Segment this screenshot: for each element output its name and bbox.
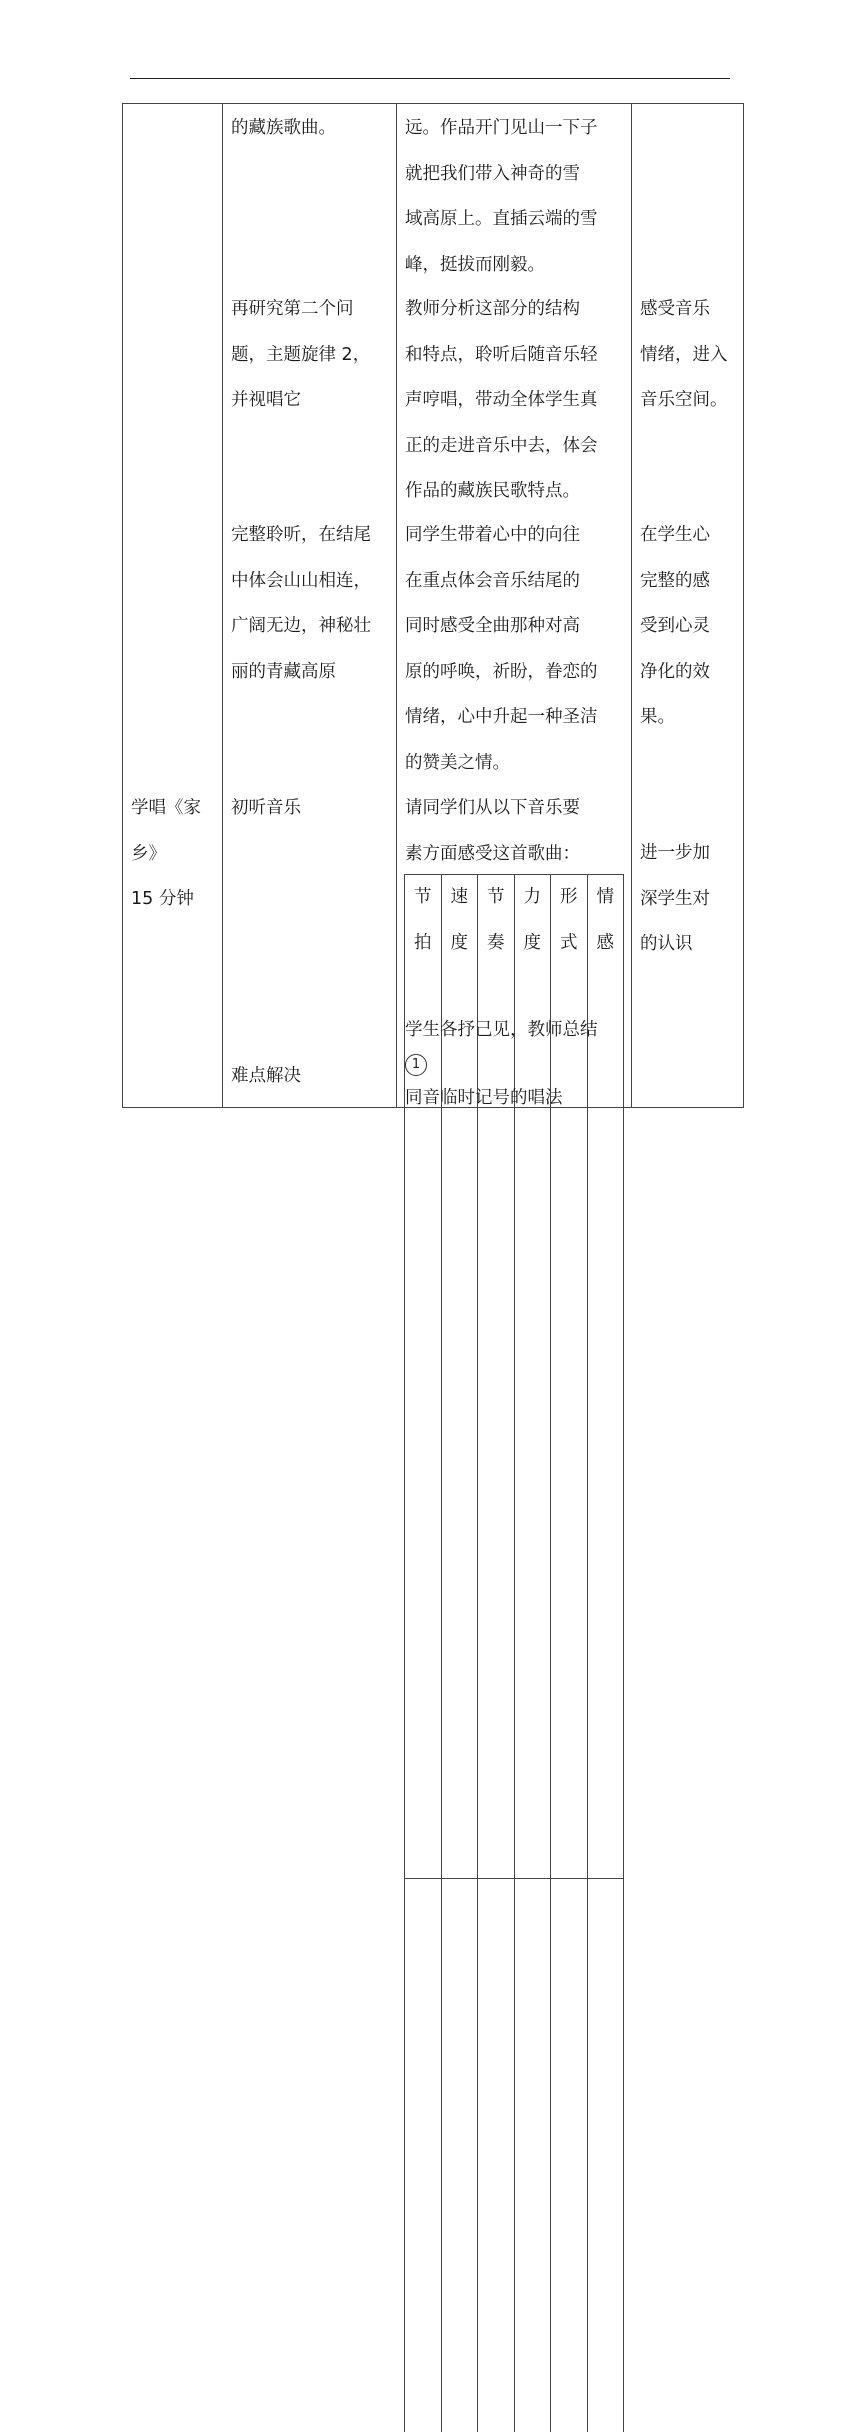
header-rule — [130, 78, 730, 79]
table-cell — [478, 1879, 515, 2432]
activity-text-1: 远。作品开门见山一下子 就把我们带入神奇的雪 域高原上。直插云端的雪 峰，挺拔而刚毅。 — [405, 106, 625, 288]
step-text-2: 再研究第二个问 题，主题旋律 2， 并视唱它 — [231, 287, 390, 424]
student-activity-cell — [632, 104, 744, 1108]
segment-cell — [123, 104, 223, 1108]
table-row — [123, 104, 744, 1108]
table-cell — [405, 1879, 442, 2432]
circled-number: 1 — [405, 1054, 427, 1076]
step-text-4: 初听音乐 — [231, 786, 390, 832]
table-cell: 形 式 — [551, 875, 588, 1879]
purpose-text-1: 感受音乐 情绪，进入 音乐空间。 — [640, 287, 737, 424]
table-cell — [514, 1879, 551, 2432]
purpose-text-2: 在学生心 完整的感 受到心灵 净化的效 果。 — [640, 513, 737, 741]
teaching-step-cell — [223, 104, 397, 1108]
activity-text-4: 请同学们从以下音乐要 素方面感受这首歌曲： — [405, 786, 625, 877]
lesson-plan-table — [122, 103, 744, 1108]
step-text-5: 难点解决 — [231, 1054, 390, 1100]
step-text-3: 完整聆听，在结尾 中体会山山相连， 广阔无边，神秘壮 丽的青藏高原 — [231, 513, 390, 695]
step-text-1: 的藏族歌曲。 — [231, 106, 390, 152]
table-cell: 节 拍 — [405, 875, 442, 1879]
segment-title: 学唱《家 乡》 15 分钟 — [131, 786, 216, 923]
table-cell: 速 度 — [441, 875, 478, 1879]
table-row — [405, 1879, 624, 2432]
activity-text-6: 1 同音临时记号的唱法 — [405, 1054, 625, 1122]
table-cell — [441, 1879, 478, 2432]
activity-text-5: 学生各抒己见，教师总结 — [405, 1008, 625, 1054]
table-cell: 节 奏 — [478, 875, 515, 1879]
table-cell: 情 感 — [587, 875, 624, 1879]
activity-text-3: 同学生带着心中的向往 在重点体会音乐结尾的 同时感受全曲那种对高 原的呼唤，祈盼，眷恋的 情绪，心中升起一种圣洁 的赞美之情。 — [405, 513, 625, 786]
activity-text-2: 教师分析这部分的结构 和特点，聆听后随音乐轻 声哼唱，带动全体学生真 正的走进音乐中去，体会 作品的藏族民歌特点。 — [405, 287, 625, 515]
table-cell: 力 度 — [514, 875, 551, 1879]
table-cell — [551, 1879, 588, 2432]
purpose-text-3: 进一步加 深学生对 的认识 — [640, 831, 737, 968]
table-cell — [587, 1879, 624, 2432]
teacher-activity-cell — [397, 104, 632, 1108]
